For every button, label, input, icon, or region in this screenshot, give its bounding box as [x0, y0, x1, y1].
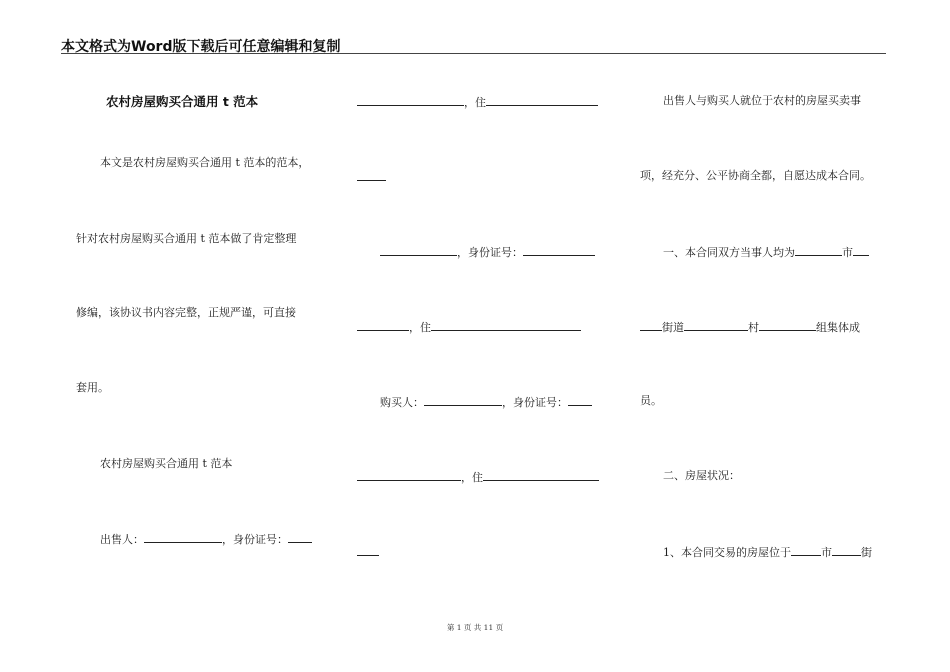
- col1-paragraph-5: 农村房屋购买合通用 t 范本: [100, 457, 233, 470]
- address-label: ，住: [409, 321, 431, 334]
- text: 街: [861, 546, 872, 559]
- address-label: ，住: [461, 471, 483, 484]
- col2-line-2: [357, 169, 386, 185]
- text: 街道: [662, 321, 684, 334]
- seller-line: [100, 531, 312, 547]
- col1-paragraph-2: 针对农村房屋购买合通用 t 范本做了肯定整理: [76, 232, 297, 245]
- col1-paragraph-3: 修编，该协议书内容完整，正规严谨，可直接: [76, 306, 296, 319]
- blank: [357, 319, 409, 331]
- col3-line-4: [640, 319, 860, 335]
- page-header: 本文格式为Word版下载后可任意编辑和复制: [61, 39, 341, 55]
- col3-line-3: [663, 244, 869, 260]
- text: 市: [842, 246, 853, 259]
- buyer-id-blank: [568, 394, 592, 406]
- seller-id-blank: [288, 531, 312, 543]
- address-blank: [486, 94, 598, 106]
- address-blank: [431, 319, 581, 331]
- col2-line-4: [357, 319, 581, 335]
- col1-paragraph-4: 套用。: [76, 381, 109, 394]
- buyer-line: [380, 394, 592, 410]
- blank: [357, 544, 379, 556]
- col2-line-6: [357, 469, 599, 485]
- col2-line-1: [357, 94, 598, 110]
- seller-name-blank: [144, 531, 222, 543]
- text: 村: [748, 321, 759, 334]
- blank: [357, 169, 386, 181]
- seller-id-label: ，身份证号：: [222, 533, 288, 546]
- blank: [357, 469, 461, 481]
- address-blank: [483, 469, 599, 481]
- street-blank: [684, 319, 748, 331]
- village-blank: [759, 319, 816, 331]
- document-title: 农村房屋购买合通用 t 范本: [106, 94, 259, 109]
- header-divider: [61, 53, 886, 54]
- buyer-id-label: ，身份证号：: [502, 396, 568, 409]
- col1-paragraph-1: 本文是农村房屋购买合通用 t 范本的范本，: [100, 156, 310, 169]
- text: 组集体成: [816, 321, 860, 334]
- buyer-label: 购买人：: [380, 396, 424, 409]
- blank: [853, 244, 869, 256]
- seller-label: 出售人：: [100, 533, 144, 546]
- id-label: ，身份证号：: [457, 246, 523, 259]
- col3-paragraph-6: 二、房屋状况：: [663, 469, 740, 482]
- col2-line-7: [357, 544, 379, 560]
- text: 市: [821, 546, 832, 559]
- district-blank: [832, 544, 861, 556]
- text: 一、本合同双方当事人均为: [663, 246, 795, 259]
- page-number-footer: 第 1 页 共 11 页: [446, 623, 504, 632]
- blank: [640, 319, 662, 331]
- blank: [380, 244, 457, 256]
- city-blank: [791, 544, 821, 556]
- id-blank: [523, 244, 595, 256]
- text: 1、本合同交易的房屋位于: [663, 546, 791, 559]
- buyer-name-blank: [424, 394, 502, 406]
- col3-paragraph-5: 员。: [640, 394, 662, 407]
- col3-paragraph-1: 出售人与购买人就位于农村的房屋买卖事: [663, 94, 861, 107]
- blank: [357, 94, 464, 106]
- address-label: ，住: [464, 96, 486, 109]
- col2-line-3: [380, 244, 595, 260]
- city-blank: [795, 244, 842, 256]
- col3-line-7: [663, 544, 872, 560]
- col3-paragraph-2: 项，经充分、公平协商全都，自愿达成本合同。: [640, 169, 871, 182]
